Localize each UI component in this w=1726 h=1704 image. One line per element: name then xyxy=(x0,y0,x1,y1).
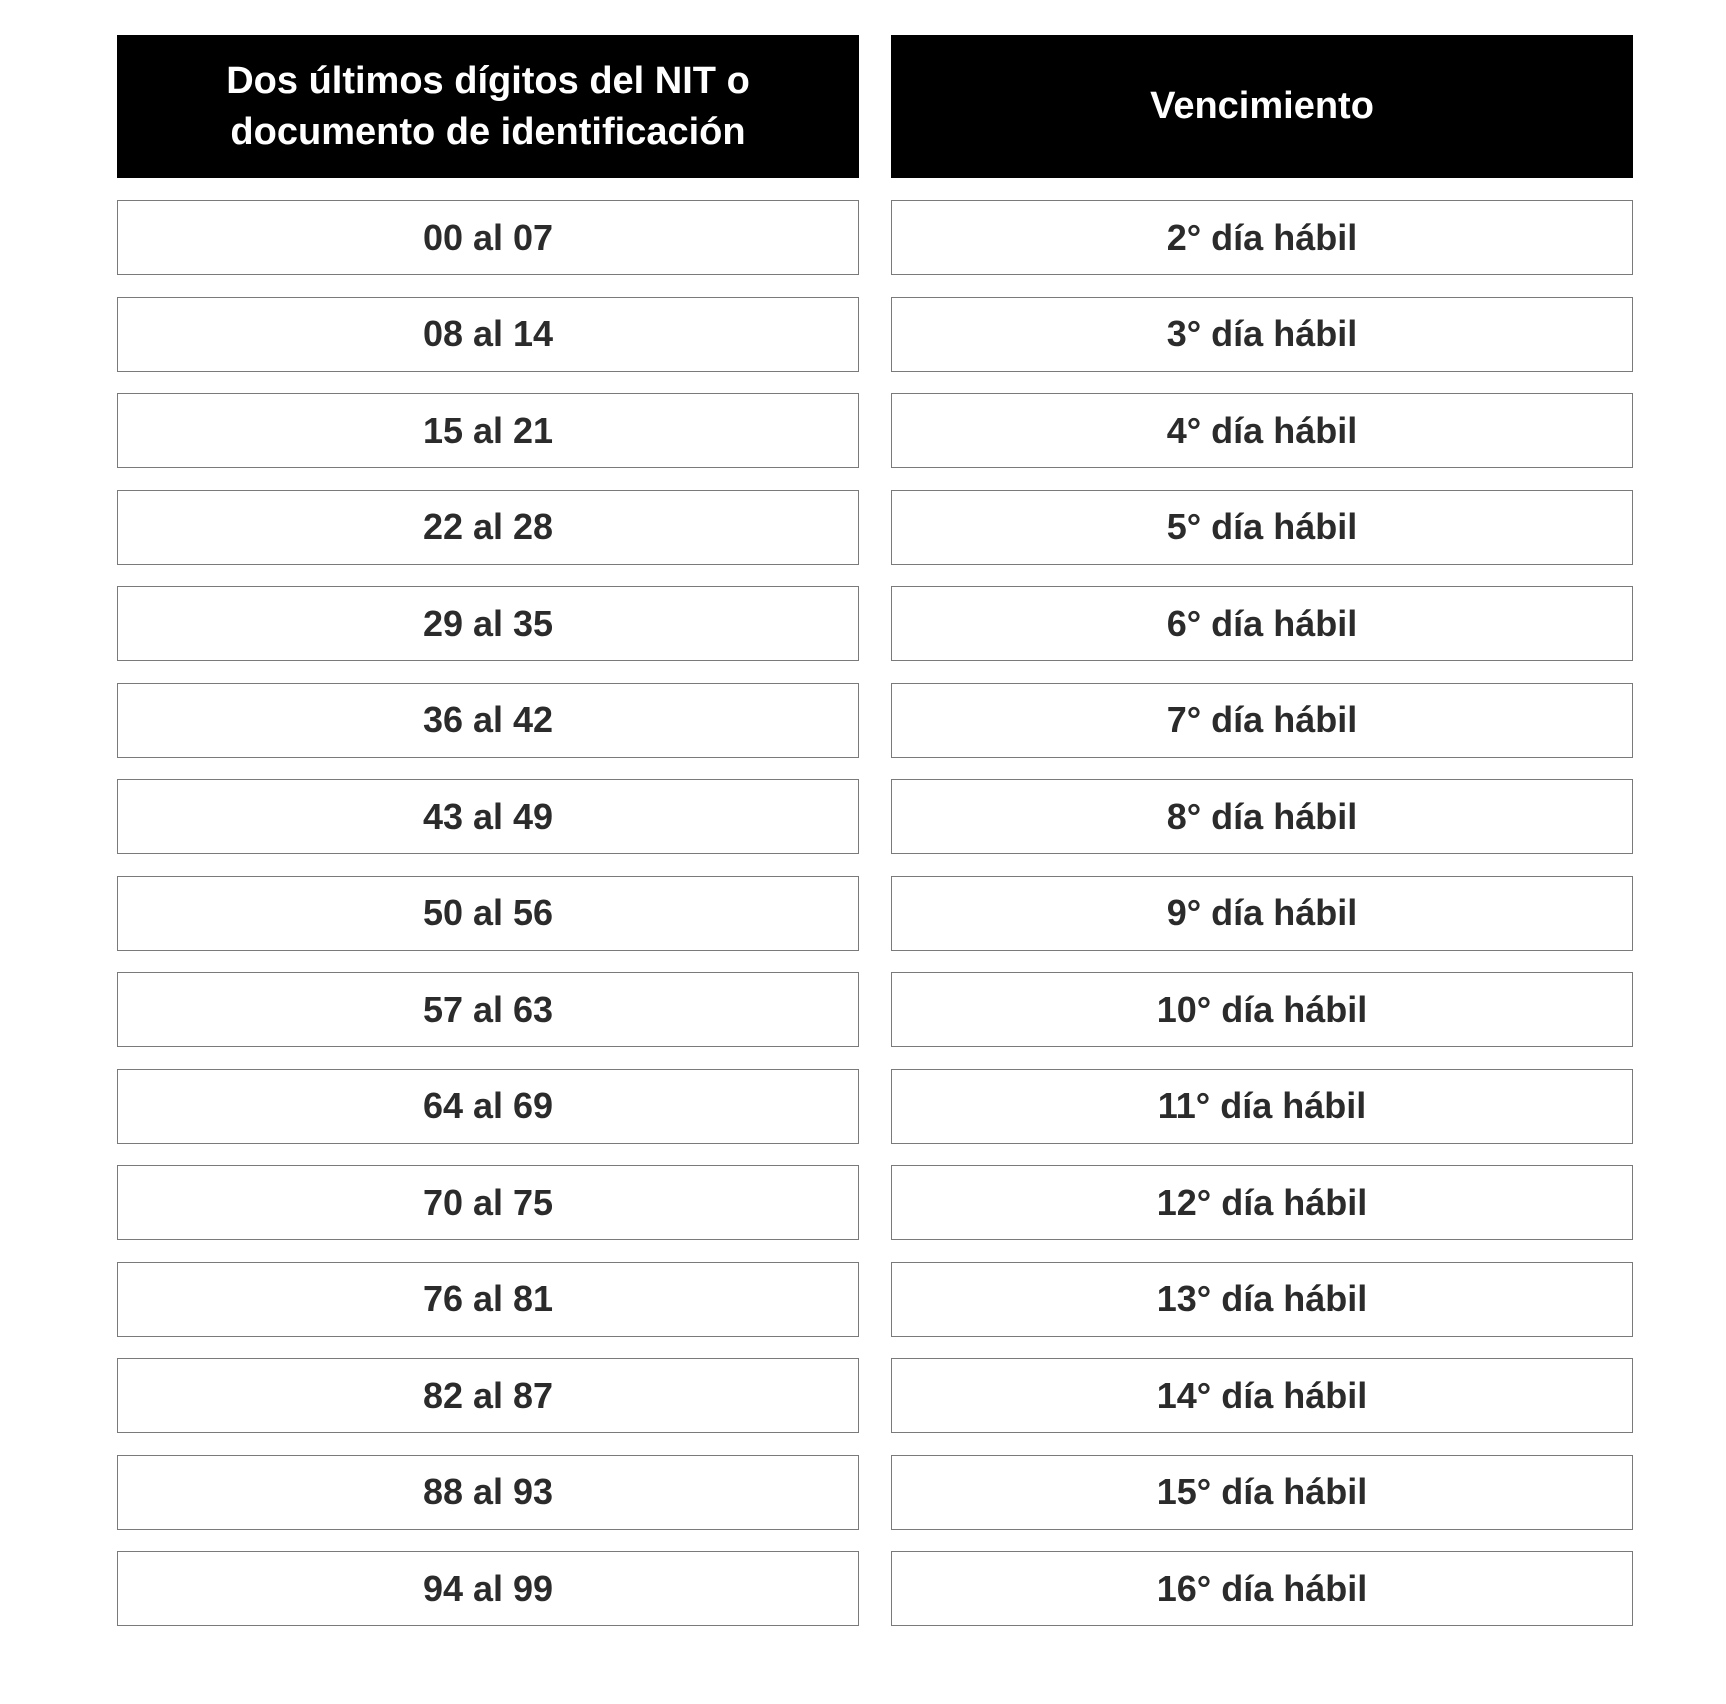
digits-rows xyxy=(117,200,859,1626)
digits-cell: 08 al 14 xyxy=(117,297,859,372)
due-cell: 7° día hábil xyxy=(891,683,1633,758)
due-cell: 2° día hábil xyxy=(891,200,1633,275)
digits-cell: 15 al 21 xyxy=(117,393,859,468)
due-rows xyxy=(891,200,1633,1626)
digits-cell: 64 al 69 xyxy=(117,1069,859,1144)
digits-cell: 82 al 87 xyxy=(117,1358,859,1433)
due-cell: 11° día hábil xyxy=(891,1069,1633,1144)
due-cell: 10° día hábil xyxy=(891,972,1633,1047)
due-header: Vencimiento xyxy=(891,35,1633,178)
digits-cell: 43 al 49 xyxy=(117,779,859,854)
due-cell: 5° día hábil xyxy=(891,490,1633,565)
digits-header: Dos últimos dígitos del NIT o documento de identificación xyxy=(117,35,859,178)
digits-cell: 57 al 63 xyxy=(117,972,859,1047)
digits-cell: 76 al 81 xyxy=(117,1262,859,1337)
digits-cell: 00 al 07 xyxy=(117,200,859,275)
due-cell: 3° día hábil xyxy=(891,297,1633,372)
due-cell: 13° día hábil xyxy=(891,1262,1633,1337)
due-cell: 6° día hábil xyxy=(891,586,1633,661)
due-cell: 12° día hábil xyxy=(891,1165,1633,1240)
digits-cell: 22 al 28 xyxy=(117,490,859,565)
due-cell: 9° día hábil xyxy=(891,876,1633,951)
due-cell: 8° día hábil xyxy=(891,779,1633,854)
digits-cell: 70 al 75 xyxy=(117,1165,859,1240)
due-cell: 15° día hábil xyxy=(891,1455,1633,1530)
due-cell: 16° día hábil xyxy=(891,1551,1633,1626)
digits-column xyxy=(117,35,859,1648)
digits-cell: 36 al 42 xyxy=(117,683,859,758)
due-cell: 4° día hábil xyxy=(891,393,1633,468)
digits-cell: 50 al 56 xyxy=(117,876,859,951)
due-cell: 14° día hábil xyxy=(891,1358,1633,1433)
digits-cell: 88 al 93 xyxy=(117,1455,859,1530)
digits-cell: 94 al 99 xyxy=(117,1551,859,1626)
digits-cell: 29 al 35 xyxy=(117,586,859,661)
due-column xyxy=(891,35,1633,1648)
